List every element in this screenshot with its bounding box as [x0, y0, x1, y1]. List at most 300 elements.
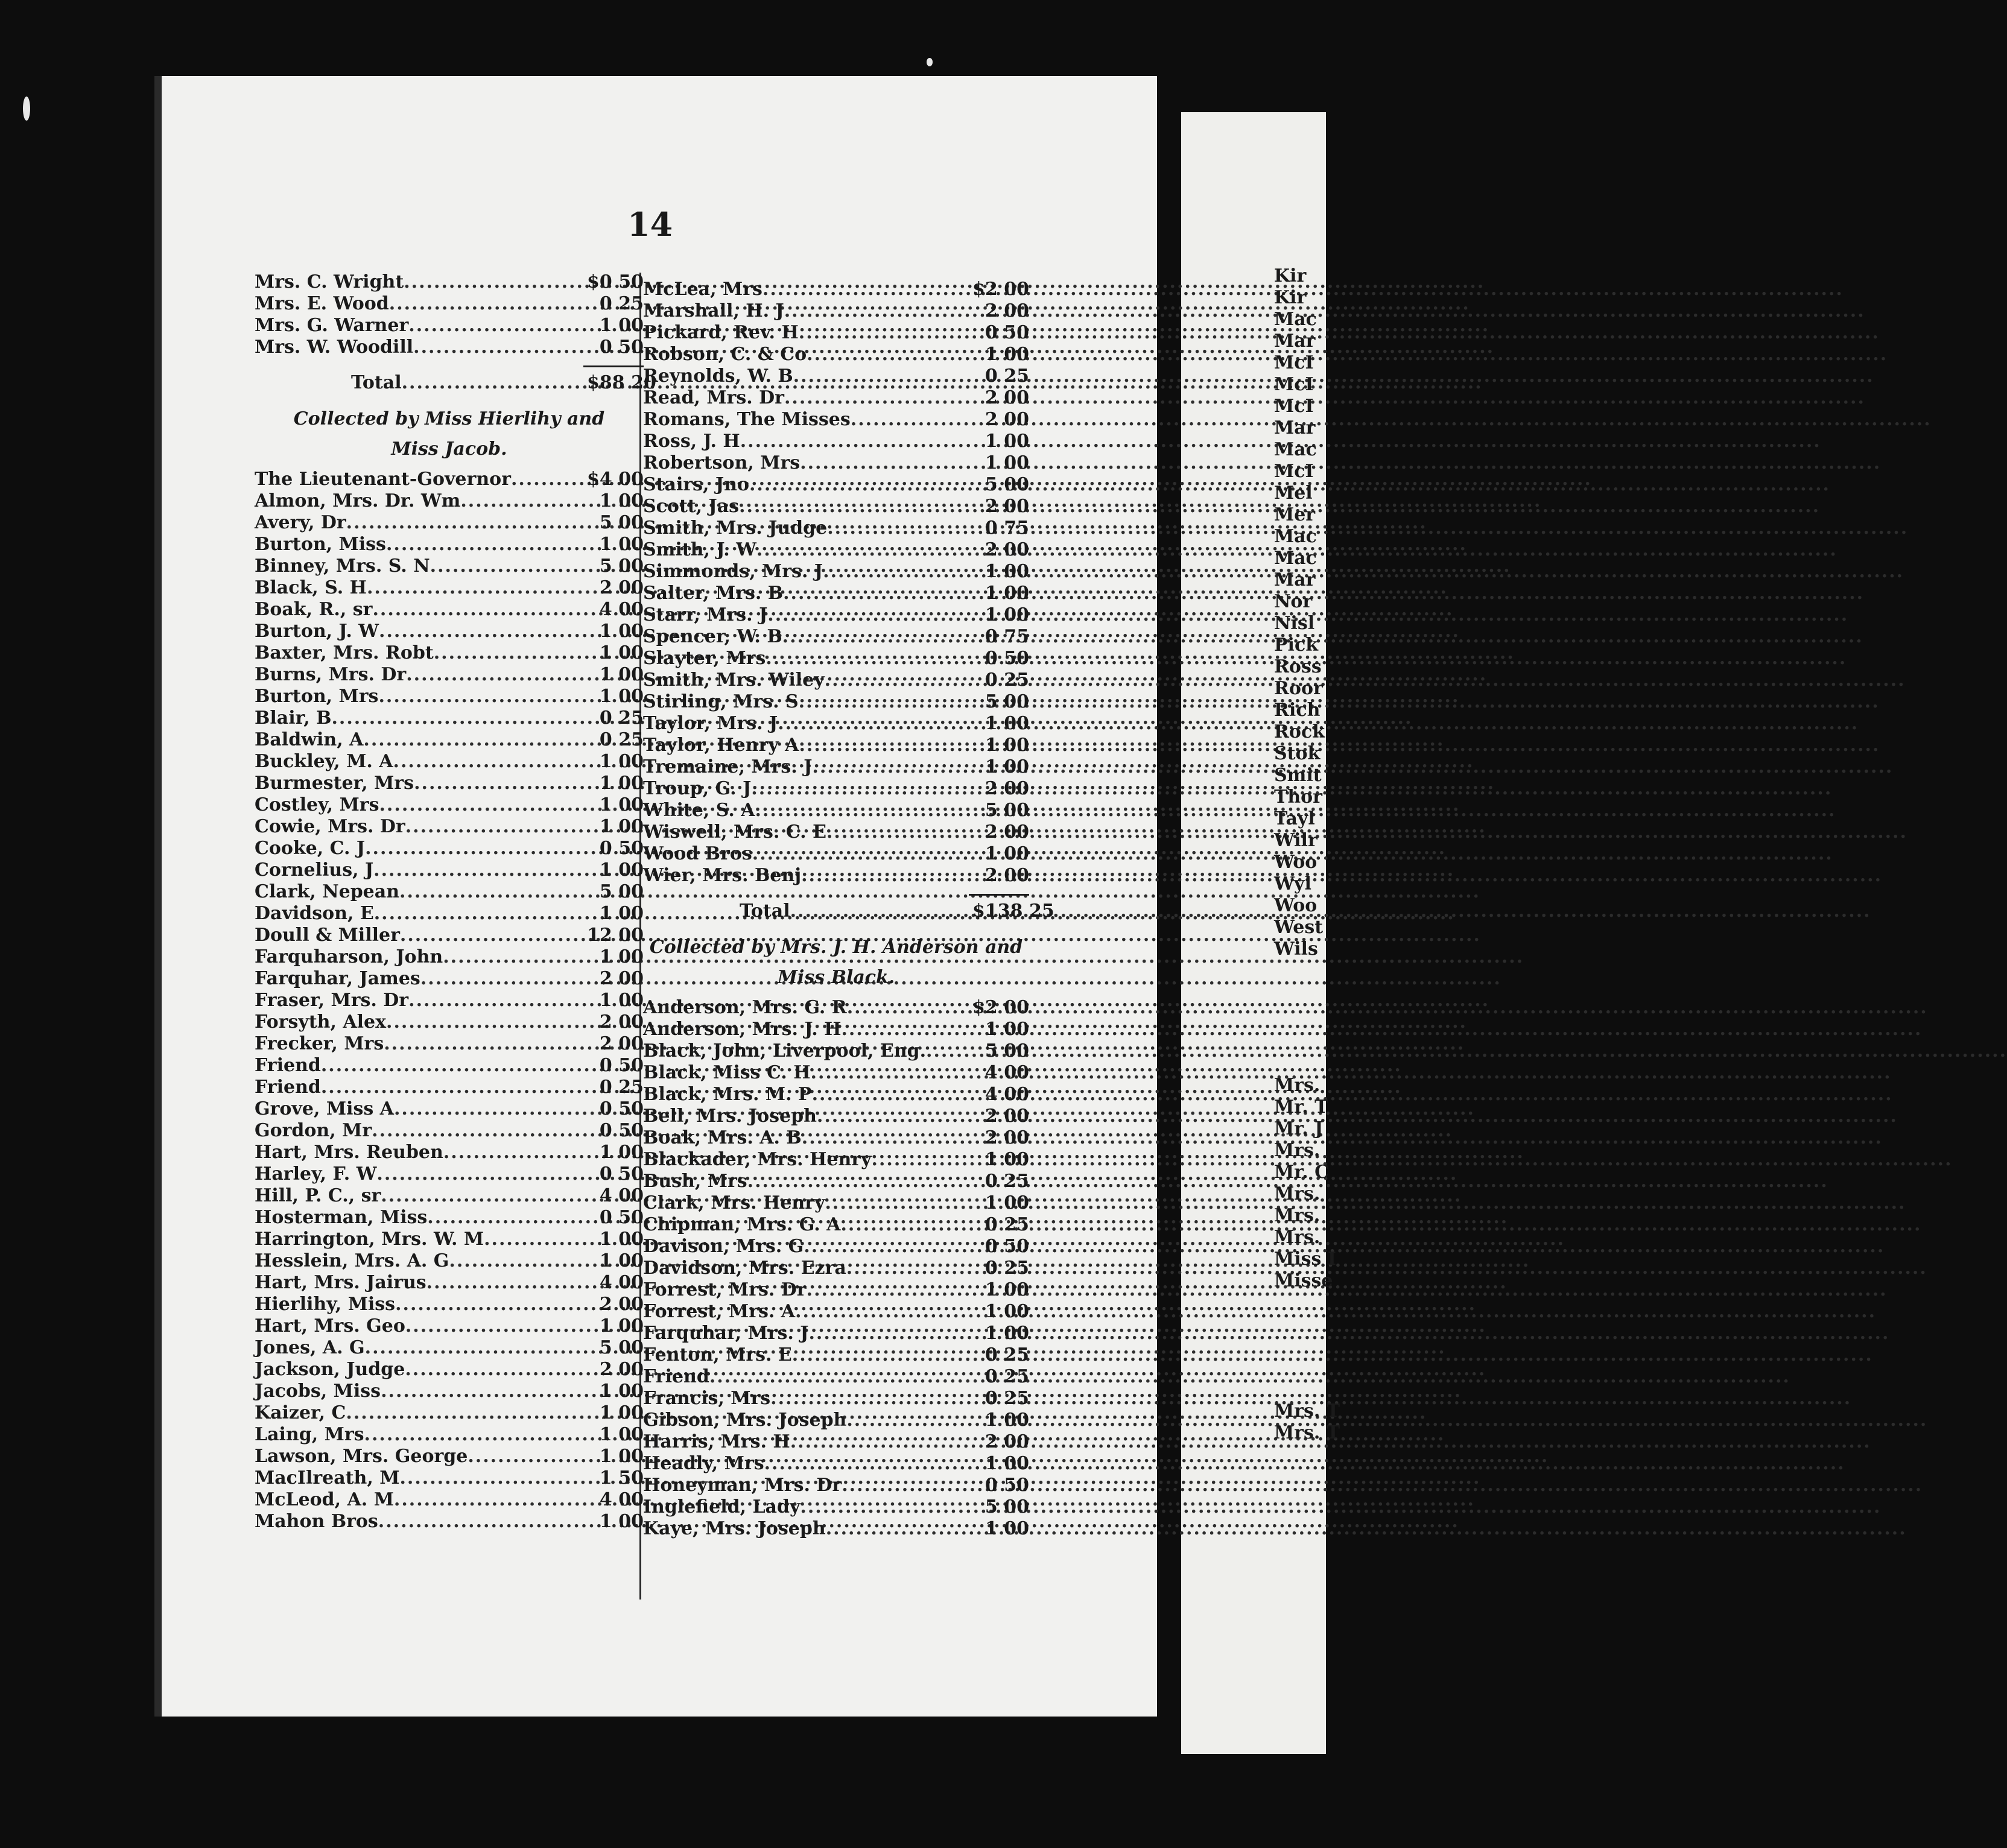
list-item	[255, 1402, 644, 1424]
contribution-amount: 5 00	[599, 881, 644, 902]
contributor-name: Laing, Mrs	[255, 1424, 364, 1445]
contribution-amount: 2 00	[599, 1011, 644, 1033]
leader-dots	[799, 691, 970, 713]
contribution-amount: 1 00	[599, 621, 644, 642]
list-item	[255, 1272, 644, 1294]
leader-dots	[782, 626, 970, 648]
leader-dots	[740, 431, 970, 452]
list-item	[643, 300, 1029, 322]
list-item	[255, 1120, 644, 1142]
leader-dots	[811, 1062, 970, 1084]
contribution-amount: 1 00	[984, 1279, 1029, 1300]
contributor-name: Jones, A. G	[255, 1337, 365, 1358]
leader-dots	[346, 512, 585, 534]
contribution-amount: 0 50	[599, 337, 644, 358]
partial-name: Rich	[1274, 700, 1321, 721]
right-page-fragments	[1274, 265, 1340, 1444]
list-item	[255, 1424, 644, 1446]
list-item	[255, 1098, 644, 1120]
list-item	[255, 773, 644, 794]
list-item	[255, 707, 644, 729]
collector-heading: Collected by Miss Hierlihy and	[293, 408, 605, 429]
contributor-name: Bell, Mrs. Joseph	[643, 1106, 817, 1127]
contribution-amount: 4 00	[984, 1084, 1029, 1105]
list-item	[643, 1084, 1029, 1106]
list-item	[255, 1381, 644, 1402]
leader-dots	[801, 865, 970, 887]
contribution-amount: $4 00	[587, 469, 644, 490]
page-number: 14	[627, 205, 673, 244]
leader-dots	[766, 648, 970, 669]
contribution-amount: 1 00	[984, 561, 1029, 582]
contribution-amount: 0 25	[984, 1171, 1029, 1192]
left-entries	[255, 469, 644, 1533]
film-speck	[927, 58, 933, 66]
contribution-amount: 1 00	[984, 756, 1029, 777]
contributor-name: Smith, J. W	[643, 539, 756, 560]
partial-name: Kir	[1274, 265, 1307, 286]
contribution-amount: 0 50	[984, 322, 1029, 343]
partial-name: Mr. J	[1274, 1118, 1324, 1139]
contributor-name: Hill, P. C., sr	[255, 1185, 381, 1206]
contributor-name: Burmester, Mrs	[255, 773, 414, 794]
contribution-amount: 1 00	[599, 686, 644, 707]
contribution-amount: 2 00	[984, 778, 1029, 799]
list-item	[643, 279, 1029, 300]
list-item	[643, 648, 1029, 669]
leader-dots	[434, 642, 585, 664]
contributor-name: Boak, R., sr	[255, 599, 373, 620]
list-item	[255, 1359, 644, 1381]
contributor-name: Robertson, Mrs	[643, 452, 801, 473]
contribution-amount: 0 25	[599, 1077, 644, 1098]
contribution-amount: 0 50	[599, 1163, 644, 1185]
contribution-amount: 1 00	[984, 1149, 1029, 1170]
list-item	[255, 794, 644, 816]
list-item	[255, 838, 644, 859]
contribution-amount: 1 00	[984, 344, 1029, 365]
contributor-name: Headly, Mrs	[643, 1453, 764, 1474]
contribution-amount: 0 50	[599, 1207, 644, 1228]
partial-name: Wils	[1274, 938, 1318, 960]
left-column	[255, 271, 656, 1533]
list-item	[643, 1192, 1029, 1214]
leader-dots	[755, 800, 971, 821]
contributor-name: Gibson, Mrs. Joseph	[643, 1410, 847, 1431]
contribution-amount: 1 00	[984, 735, 1029, 756]
contribution-amount: 5 00	[984, 691, 1029, 712]
leader-dots	[825, 1192, 970, 1214]
list-item	[643, 691, 1029, 713]
leader-dots	[367, 577, 585, 599]
contribution-amount: 0 25	[984, 1214, 1029, 1235]
contribution-amount: 1 00	[599, 990, 644, 1011]
contribution-amount: 5 00	[599, 1337, 644, 1358]
contributor-name: Hesslein, Mrs. A. G	[255, 1250, 449, 1271]
list-item	[255, 577, 644, 599]
list-item	[255, 1294, 644, 1315]
contribution-amount: 2 00	[984, 300, 1029, 321]
partial-name: Smit	[1274, 765, 1322, 786]
contribution-amount: 5 00	[984, 474, 1029, 495]
contributor-name: Mrs. E. Wood	[255, 293, 389, 314]
list-item	[255, 1467, 644, 1489]
list-item	[255, 599, 644, 621]
contribution-amount: 0 50	[984, 648, 1029, 669]
list-item	[255, 1077, 644, 1098]
contribution-amount: 1 00	[984, 1192, 1029, 1214]
contribution-amount: 5 00	[984, 1040, 1029, 1062]
leader-dots	[752, 843, 970, 865]
leader-dots	[790, 900, 970, 922]
leader-dots	[812, 1084, 970, 1106]
contributor-name: Scott, Jas	[643, 496, 740, 517]
leader-dots	[374, 903, 585, 925]
contribution-amount: 0 25	[984, 1366, 1029, 1387]
list-item	[255, 271, 644, 293]
contribution-amount: 1 00	[599, 1402, 644, 1423]
contributor-name: Inglefield, Lady	[643, 1496, 801, 1517]
contribution-amount: 2 00	[984, 496, 1029, 517]
contributor-name: Simmonds, Mrs. J	[643, 561, 823, 582]
leader-dots	[804, 1236, 970, 1258]
contribution-amount: 0 25	[984, 1344, 1029, 1365]
list-item	[643, 583, 1029, 604]
list-item	[643, 1431, 1029, 1453]
list-item	[255, 903, 644, 925]
leader-dots	[443, 946, 585, 968]
contributor-name: McLea, Mrs	[643, 279, 763, 300]
contributor-name: Stairs, Jno	[643, 474, 749, 495]
leader-dots	[381, 1381, 585, 1402]
contribution-amount: 2 00	[599, 1033, 644, 1054]
leader-dots	[756, 539, 970, 561]
partial-name: Mer	[1274, 504, 1316, 525]
partial-name: Mrs.	[1274, 1183, 1321, 1204]
contribution-amount: 0 50	[984, 1475, 1029, 1496]
leader-dots	[379, 794, 585, 816]
middle-total-row	[643, 900, 1054, 922]
list-item	[255, 621, 644, 642]
leader-dots	[826, 821, 970, 843]
contributor-name: Friend	[255, 1055, 321, 1076]
leader-dots	[739, 496, 970, 517]
leader-dots	[749, 474, 970, 496]
contribution-amount: $0 50	[587, 271, 644, 293]
contributor-name: Forsyth, Alex	[255, 1011, 386, 1033]
contribution-amount: 2 00	[599, 1359, 644, 1380]
list-item	[255, 1033, 644, 1055]
partial-name: Mrs. T	[1274, 1400, 1340, 1422]
contributor-name: McLeod, A. M	[255, 1489, 394, 1510]
partial-name: Mr. T	[1274, 1096, 1328, 1118]
contributor-name: Fenton, Mrs. E	[643, 1344, 792, 1365]
leader-dots	[372, 1120, 585, 1142]
list-item	[643, 1171, 1029, 1192]
total-rule	[583, 365, 644, 367]
contributor-name: Black, Mrs. M. P	[643, 1084, 812, 1105]
leader-dots	[511, 469, 585, 490]
contributor-name: Anderson, Mrs. G. R	[643, 997, 847, 1018]
leader-dots	[381, 1185, 585, 1207]
contribution-amount: 4 00	[599, 1489, 644, 1510]
contribution-amount: $2 00	[972, 997, 1029, 1018]
contribution-amount: 2 00	[984, 409, 1029, 430]
list-item	[643, 1366, 1029, 1388]
leader-dots	[414, 773, 585, 794]
film-speck	[23, 97, 30, 121]
list-item	[643, 1301, 1029, 1323]
partial-name: Miss I	[1274, 1248, 1336, 1270]
contribution-amount: 2 00	[984, 821, 1029, 843]
total-label: Total	[740, 900, 790, 922]
list-item	[643, 1453, 1029, 1475]
contribution-amount: 2 00	[984, 539, 1029, 560]
contribution-amount: 1 00	[599, 1446, 644, 1467]
contribution-amount: 0 75	[984, 626, 1029, 647]
leader-dots	[751, 778, 970, 800]
list-item	[643, 409, 1029, 431]
leader-dots	[784, 387, 970, 409]
contributor-name: Kaizer, C	[255, 1402, 346, 1423]
contribution-amount: 1 00	[599, 1229, 644, 1250]
list-item	[255, 315, 644, 337]
leader-dots	[394, 1098, 585, 1120]
list-item	[255, 1315, 644, 1337]
partial-name: McI	[1274, 374, 1314, 395]
contribution-amount: 0 50	[599, 838, 644, 859]
contributor-name: Boak, Mrs. A. B	[643, 1127, 802, 1148]
list-item	[255, 1511, 644, 1533]
leader-dots	[846, 1258, 970, 1279]
partial-name: Mrs. T	[1274, 1422, 1340, 1443]
list-item	[255, 293, 644, 315]
contribution-amount: 2 00	[599, 1294, 644, 1315]
leader-dots	[770, 1388, 970, 1410]
partial-name: Mar	[1274, 331, 1316, 352]
leader-dots	[430, 555, 585, 577]
contributor-name: Mrs. C. Wright	[255, 271, 404, 293]
contribution-amount: 1 00	[599, 534, 644, 555]
contributor-name: Jacobs, Miss	[255, 1381, 381, 1402]
contributor-name: Costley, Mrs	[255, 794, 379, 815]
list-item	[643, 1214, 1029, 1236]
partial-name: Rock	[1274, 721, 1325, 742]
leader-dots	[402, 372, 585, 394]
leader-dots	[399, 881, 585, 903]
list-item	[643, 387, 1029, 409]
list-item	[643, 431, 1029, 452]
contributor-name: Baxter, Mrs. Robt	[255, 642, 434, 663]
leader-dots	[420, 968, 585, 990]
contribution-amount: 0 50	[984, 1236, 1029, 1257]
contribution-amount: 0 75	[984, 517, 1029, 539]
list-item	[643, 865, 1029, 887]
contributor-name: Friend	[255, 1077, 321, 1098]
contributor-name: Davidson, E	[255, 903, 374, 924]
list-item	[643, 843, 1029, 865]
contribution-amount: 5 00	[984, 800, 1029, 821]
partial-name: Woo	[1274, 852, 1317, 873]
contributor-name: Wier, Mrs. Benj	[643, 865, 802, 886]
contribution-amount: 1 00	[599, 1250, 644, 1271]
contribution-amount: 0 25	[599, 293, 644, 314]
list-item	[643, 756, 1029, 778]
list-item	[643, 452, 1029, 474]
leader-dots	[406, 664, 585, 686]
contributor-name: White, S. A	[643, 800, 755, 821]
contribution-amount: 1 00	[984, 1518, 1029, 1539]
contributor-name: Spencer, W. B	[643, 626, 782, 647]
contribution-amount: 2 00	[599, 968, 644, 989]
contributor-name: Black, Miss C. H	[643, 1062, 811, 1083]
contribution-amount: 1 00	[984, 431, 1029, 452]
contributor-name: Romans, The Misses	[643, 409, 851, 430]
leader-dots	[851, 409, 970, 431]
leader-dots	[331, 707, 585, 729]
list-item	[643, 496, 1029, 517]
contribution-amount: 1 00	[599, 946, 644, 967]
partial-name: Pick	[1274, 634, 1319, 656]
contributor-name: Farquhar, James	[255, 968, 420, 989]
list-item	[255, 512, 644, 534]
leader-dots	[484, 1229, 585, 1250]
contributor-name: Mrs. G. Warner	[255, 315, 409, 336]
leader-dots	[808, 1323, 970, 1344]
partial-name: McI	[1274, 461, 1314, 482]
list-item	[255, 490, 644, 512]
leader-dots	[389, 293, 585, 315]
contribution-amount: 2 00	[984, 1106, 1029, 1127]
contributor-name: Cooke, C. J	[255, 838, 366, 859]
left-total-row	[255, 372, 656, 394]
right-group-3	[1274, 1400, 1340, 1444]
contributor-name: Davison, Mrs. G	[643, 1236, 804, 1257]
list-item	[643, 344, 1029, 365]
leader-dots	[778, 713, 970, 735]
contributor-name: Gordon, Mr	[255, 1120, 372, 1141]
leader-dots	[399, 1467, 585, 1489]
partial-name: Thor	[1274, 786, 1322, 808]
leader-dots	[405, 1315, 585, 1337]
contributor-name: Doull & Miller	[255, 925, 400, 946]
contributor-name: Davidson, Mrs. Ezra	[643, 1258, 846, 1279]
list-item	[643, 997, 1029, 1019]
partial-name: Mrs.	[1274, 1140, 1321, 1161]
contributor-name: Almon, Mrs. Dr. Wm	[255, 490, 461, 511]
contributor-name: Clark, Nepean	[255, 881, 400, 902]
contributor-name: MacIlreath, M	[255, 1467, 400, 1489]
contributor-name: Jackson, Judge	[255, 1359, 405, 1380]
contributor-name: Buckley, M. A	[255, 751, 393, 772]
leader-dots	[793, 365, 970, 387]
contribution-amount: 1 00	[599, 859, 644, 881]
partial-name: Nor	[1274, 591, 1313, 612]
contribution-amount: 1 00	[599, 1315, 644, 1337]
list-item	[255, 1446, 644, 1467]
contribution-amount: 1 00	[984, 1019, 1029, 1040]
contribution-amount: 2 00	[984, 1431, 1029, 1452]
contribution-amount: 1 00	[599, 751, 644, 772]
leader-dots	[842, 1475, 970, 1496]
list-item	[255, 925, 644, 946]
list-item	[255, 859, 644, 881]
contributor-name: Baldwin, A	[255, 729, 364, 750]
contribution-amount: 1 00	[984, 1453, 1029, 1474]
list-item	[255, 990, 644, 1011]
total-amount: $138 25	[972, 900, 1054, 922]
list-item	[643, 800, 1029, 821]
contributor-name: Wood Bros	[643, 843, 752, 864]
contribution-amount: 1 00	[984, 1323, 1029, 1344]
contributor-name: Grove, Miss A	[255, 1098, 394, 1119]
partial-name: Mar	[1274, 417, 1316, 438]
contribution-amount: 0 25	[984, 1258, 1029, 1279]
contributor-name: Kaye, Mrs. Joseph	[643, 1518, 826, 1539]
leader-dots	[363, 729, 585, 751]
partial-name: Mac	[1274, 309, 1317, 330]
contribution-amount: 0 50	[599, 1055, 644, 1076]
leader-dots	[795, 1301, 970, 1323]
leader-dots	[373, 859, 585, 881]
contributor-name: Hierlihy, Miss	[255, 1294, 396, 1315]
partial-name: Misse	[1274, 1270, 1333, 1291]
leader-dots	[395, 1294, 585, 1315]
contribution-amount: 1 00	[599, 1381, 644, 1402]
list-item	[255, 555, 644, 577]
contributor-name: Hosterman, Miss	[255, 1207, 428, 1228]
leader-dots	[747, 1171, 970, 1192]
partial-name: Mac	[1274, 439, 1317, 460]
leader-dots	[376, 1163, 585, 1185]
leader-dots	[443, 1142, 585, 1163]
list-item	[643, 561, 1029, 583]
list-item	[255, 1163, 644, 1185]
right-group-2	[1274, 1075, 1336, 1292]
contributor-name: Slayter, Mrs	[643, 648, 766, 669]
contribution-amount: 0 25	[599, 729, 644, 750]
list-item	[643, 365, 1029, 387]
contributor-name: Hart, Mrs. Reuben	[255, 1142, 443, 1163]
list-item	[255, 816, 644, 838]
leader-dots	[926, 1040, 970, 1062]
partial-name: Ross	[1274, 656, 1322, 677]
contribution-amount: 2 00	[984, 865, 1029, 886]
list-item	[643, 1236, 1029, 1258]
list-item	[643, 1019, 1029, 1040]
contribution-amount: 4 00	[599, 599, 644, 620]
contributor-name: Frecker, Mrs	[255, 1033, 384, 1054]
contributor-name: Mahon Bros	[255, 1511, 378, 1532]
list-item	[255, 1055, 644, 1077]
partial-name: Roor	[1274, 678, 1323, 699]
contributor-name: Read, Mrs. Dr	[643, 387, 784, 408]
list-item	[643, 1062, 1029, 1084]
leader-dots	[346, 1402, 585, 1424]
contributor-name: Forrest, Mrs. A	[643, 1301, 796, 1322]
list-item	[643, 474, 1029, 496]
list-item	[643, 1149, 1029, 1171]
contribution-amount: 0 25	[984, 365, 1029, 387]
contributor-name: Pickard, Rev. H	[643, 322, 799, 343]
list-item	[643, 1040, 1029, 1062]
collector-heading: Collected by Mrs. J. H. Anderson and	[649, 937, 1023, 958]
list-item	[643, 735, 1029, 756]
list-item	[643, 1127, 1029, 1149]
contributor-name: Harris, Mrs. H	[643, 1431, 790, 1452]
leader-dots	[321, 1077, 585, 1098]
contribution-amount: 1 00	[984, 583, 1029, 604]
